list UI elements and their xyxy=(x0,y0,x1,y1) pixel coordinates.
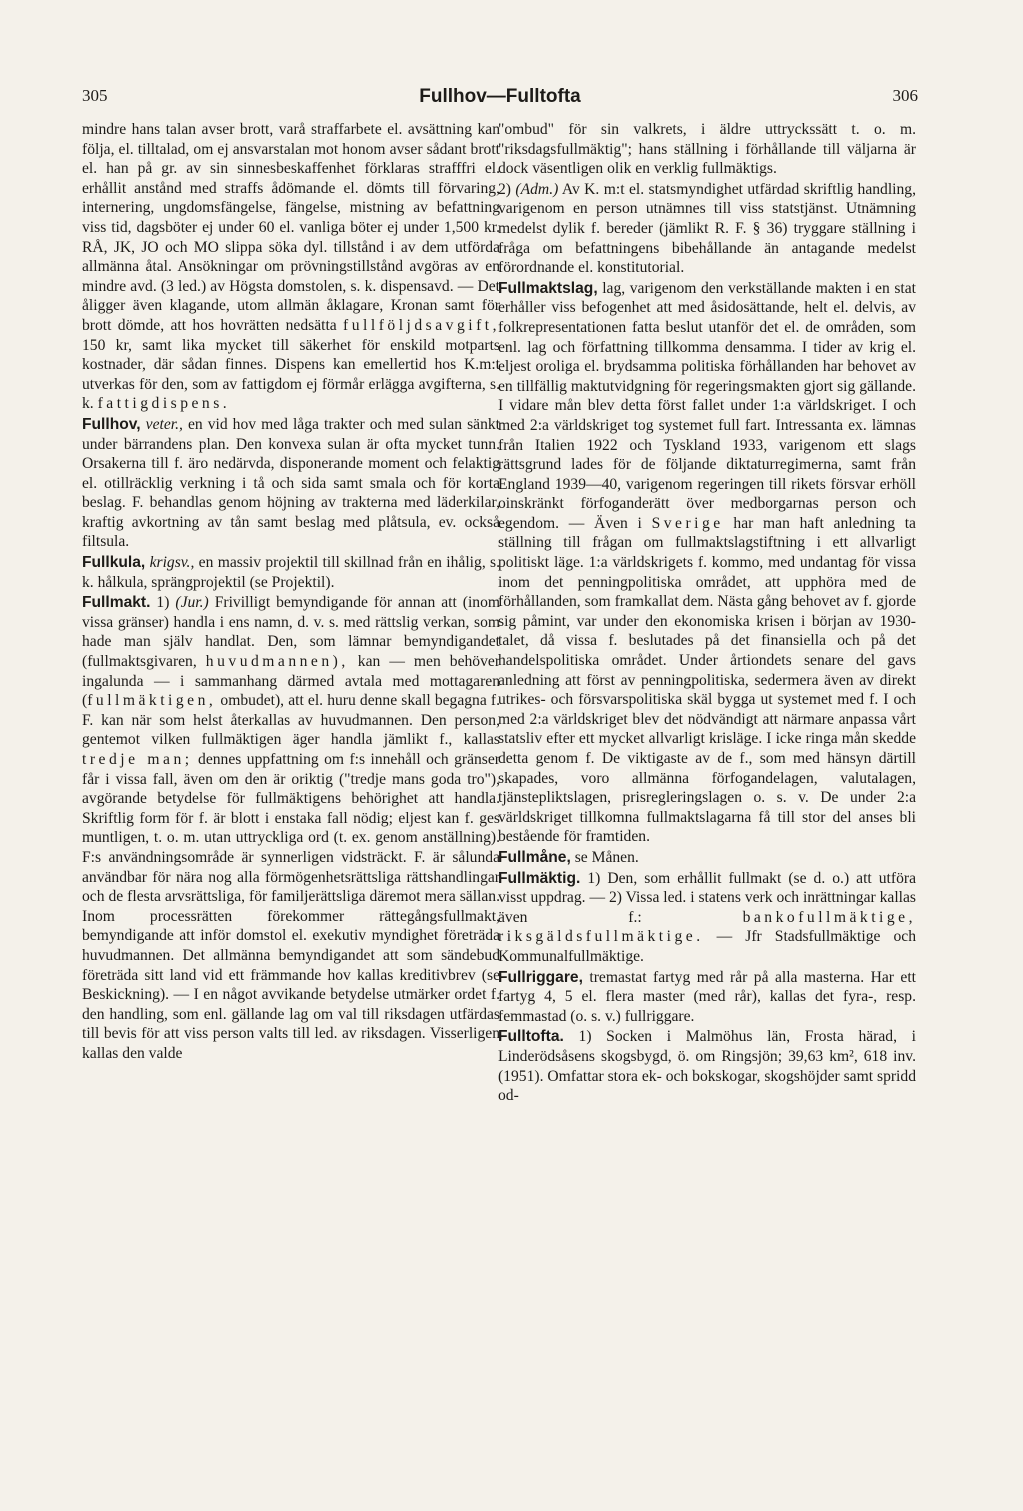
entry-fullmane xyxy=(498,848,916,868)
body-text: dennes uppfattning om f:s innehåll och gränser får i vissa fall, även om den är oriktig ("tredje mans goda tro"), avgörande betydelse för fullmäktigens behörighet att handla. Skriftlig form för f. är blott i enstaka fall nödig; eljest kan f. ges muntligen, t. o. m. utan uttryckliga ord (t. ex. genom anställning). F:s användningsområde är synnerligen vidsträckt. F. är sålunda användbar för nära nog alla förmögenhetsrättsliga rättshandlingar och de flesta arvsrättsliga, för familjerättsliga däremot mera sällan. Inom processrätten förekommer rättegångsfullmakt, bemyndigande att inför domstol el. exekutiv myndighet företräda huvudmannen. Det allmänna bemyndigandet att som sändebud företräda sitt land vid ett främmande hov kallas kreditivbrev (se Beskickning). — I en något avvikande betydelse utmärker ordet f. den handling, som enl. gällande lag om val till riksdagen utfärdas till bevis för att viss person valts till led. av riksdagen. Visserligen kallas den valde xyxy=(82,751,500,1062)
page-number-right: 306 xyxy=(892,86,918,105)
field-label: krigsv., xyxy=(149,554,195,572)
body-text: en massiv projektil till skillnad från en ihålig, s. k. hålkula, sprängprojektil (se Projektil). xyxy=(82,554,500,591)
headword: Fullmåne, xyxy=(498,848,571,866)
sense-number: 1) xyxy=(156,594,170,612)
running-header xyxy=(82,86,918,112)
body-text: har man haft anledning ta ställning till frågan om fullmaktslagstiftning i ett allvarligt politiskt läge. 1:a världskrigets f. kommo, med undantag för vissa inom det penningpolitiska området, att upphöra med de förhållanden, som framkallat dem. Nästa gång behovet av f. gjorde sig påmint, var under den ekonomiska krisen i början av 1930-talet, då vissa f. beslutades på det finansiella och på det handelspolitiska området. Under årtiondets senare del gavs anledning att först av penningpolitiska, sedermera även av direkt utrikes- och försvarspolitiska skäl bygga ut systemet med f. I och med 2:a världskriget blev det nödvändigt att närmare anpassa vårt statsliv efter ett mycket allvarligt krisläge. I icke ringa mån skedde detta genom f. De viktigaste av de f., som med hänsyn därtill skapades, voro allmänna förfogandelagen, valutalagen, tjänstepliktslagen, prisregleringslagen o. s. v. De under 2:a världskriget tillkomna fullmaktslagarna få till stor del anses bli bestående för framtiden. xyxy=(498,514,916,846)
entry-fulltofta xyxy=(498,1027,916,1105)
body-text: tremastat fartyg med rår på alla masterna. Har ett fartyg 4, 5 el. flera master (med rår), kallas det fyra-, resp. femmastad (o. s. v.) fullriggare. xyxy=(498,968,916,1025)
spaced-term: fullmäktigen, xyxy=(87,692,217,710)
entry-fullkula xyxy=(82,553,500,592)
body-text: Av K. m:t el. statsmyndighet utfärdad skriftlig handling, varigenom en person utnämnes till viss statstjänst. Utnämning medelst dylik f. bereder (jämlikt R. F. § 36) tryggare ställning i fråga om befattningens bibehållande än antagande medelst förordnande el. konstitutorial. xyxy=(498,180,916,277)
entry-fullmaktig xyxy=(498,869,916,967)
spaced-term: fullföljdsavgift, xyxy=(343,316,500,334)
body-text: 1) Socken i Malmöhus län, Frosta härad, i Linderödsåsens skogsbygd, ö. om Ringsjön; 39,63 km², 618 inv. (1951). Omfattar stora ek- och bokskogar, skogshöjder samt spridd od- xyxy=(498,1028,916,1105)
entry-fullmaktslag xyxy=(498,279,916,847)
headword: Fulltofta. xyxy=(498,1028,564,1046)
body-text: — Jfr Stadsfullmäktige och Kommunalfullmäktige. xyxy=(498,928,916,965)
entry-fullmakt xyxy=(82,593,500,1063)
body-text: 150 kr, samt lika mycket till säkerhet för enskild motparts kostnader, där sådan finnes. Dispens kan emellertid hos K.m:t utverkas för den, som av fattigdom ej förmår erlägga avgifterna, s. k. xyxy=(82,336,500,413)
field-label: (Adm.) xyxy=(515,180,559,198)
entry-fullriggare xyxy=(498,968,916,1027)
field-label: veter., xyxy=(145,415,183,433)
spaced-term: bankofullmäktige, riksgäldsfullmäktige. xyxy=(498,908,916,946)
paragraph-continued xyxy=(82,120,500,414)
body-text: mindre hans talan avser brott, varå straffarbete el. avsättning kan följa, el. tilltalad, om ej ansvarstalan mot honom avser sådant brott el. han på gr. av sin sinnesbeskaffenhet förklaras strafffri el. erhållit anstånd med straffs ådömande el. dömts till förvaring, internering, ungdomsfängelse, fängelse, mistning av befattning viss tid, dagsböter ej under 60 el. vanliga böter ej under 1,500 kr. RÅ, JK, JO och MO slippa söka dyl. tillstånd i av dem utförda allmänna åtal. Ansökningar om prövningstillstånd avgöras av en mindre avd. (3 led.) av Högsta domstolen, s. k. dispensavd. — Det åligger även klagande, utom allmän åklagare, Kronan samt för brott dömde, att hos hovrätten nedsätta xyxy=(82,121,500,334)
headword: Fullriggare, xyxy=(498,968,583,986)
sense-2 xyxy=(498,180,916,278)
spaced-term: tredje man; xyxy=(82,751,193,768)
field-label: (Jur.) xyxy=(175,594,209,612)
spaced-term: fattigdispens. xyxy=(97,395,231,413)
headword: Fullmaktslag, xyxy=(498,279,598,297)
body-text: 1) Den, som erhållit fullmakt (se d. o.) att utföra visst uppdrag. — 2) Vissa led. i statens verk och inrättningar kallas även f.: xyxy=(498,869,916,926)
headword: Fullmakt. xyxy=(82,594,151,612)
paragraph-continued xyxy=(498,120,916,179)
body-text: "ombud" för sin valkrets, i äldre uttryckssätt t. o. m. "riksdagsfullmäktig"; hans ställning i förhållande till väljarna är dock väsentligen olik en verklig fullmäktigs. xyxy=(498,121,916,178)
running-title: Fullhov—Fulltofta xyxy=(419,86,581,107)
body-text: se Månen. xyxy=(574,848,639,866)
right-column xyxy=(498,120,916,1460)
headword: Fullmäktig. xyxy=(498,869,581,887)
spaced-term: Sverige xyxy=(651,514,724,532)
body-text: kan — men behöver ingalunda — i sammanhang därmed avtala med mottagaren ( xyxy=(82,653,500,710)
body-text: en vid hov med låga trakter och med sulan sänkt under bärrandens plan. Den konvexa sulan är ofta mycket tunn. Orsakerna till f. äro nedärvda, disponerande moment och felaktig el. otillräcklig verkning i tå och sida samt smala och för korta beslag. F. behandlas genom höjning av trakterna med läderkilar, kraftig avkortning av tån samt beslag med plåtsula, ev. också filtsula. xyxy=(82,415,500,551)
spaced-term: huvudmannen), xyxy=(205,653,349,671)
left-column xyxy=(82,120,500,1460)
body-text: lag, varigenom den verkställande makten i en stat erhåller viss befogenhet att med åsidosättande, helt el. delvis, av folkrepresentationen fatta beslut utanför det el. de områden, som enl. lag och författning tillkomma densamma. I tider av krig el. eljest oroliga el. brydsamma politiska förhållanden har behovet av en tillfällig maktutvidgning för regeringsmakten gjort sig gällande. I vidare mån blev detta först fallet under 1:a världskriget. I och med 2:a världskriget tog systemet full fart. Intressanta ex. lämnas från Italien 1922 och Tyskland 1933, varigenom ett slags rättsgrund lades för de följande diktaturregimerna, samt från England 1939—40, varigenom regeringen till rikets försvar erhöll oinskränkt förfoganderätt över medborgarnas person och egendom. — Även i xyxy=(498,279,916,532)
body-text: ombudet), att el. huru denne skall begagna f. F. kan när som helst återkallas av huvudmannen. Den person, gentemot vilken fullmäktigen äger handla jämlikt f., kallas xyxy=(82,692,500,749)
headword: Fullkula, xyxy=(82,554,146,572)
body-text: Frivilligt bemyndigande för annan att (inom vissa gränser) handla i ens namn, d. v. s. med rättslig verkan, som hade man själv handlat. Den, som lämnar bemyndigandet (fullmaktsgivaren, xyxy=(82,594,500,671)
page-number-left: 305 xyxy=(82,86,108,105)
sense-number: 2) xyxy=(498,180,511,198)
entry-fullhov xyxy=(82,415,500,552)
headword: Fullhov, xyxy=(82,415,141,433)
